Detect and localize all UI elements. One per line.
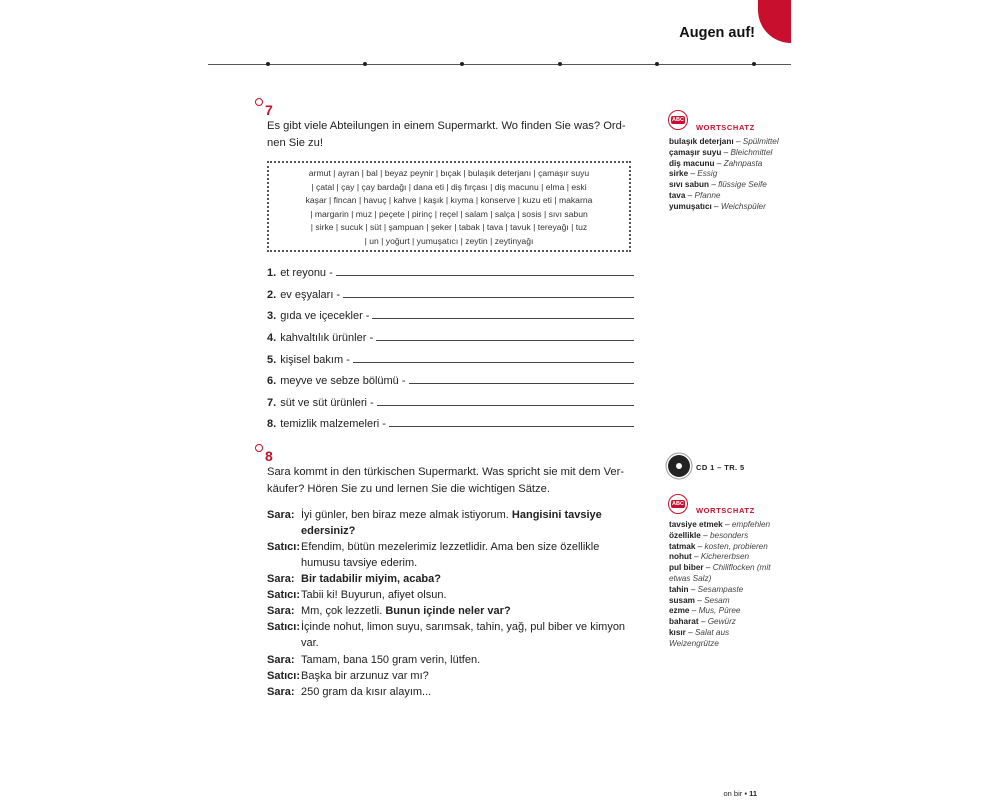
answer-line[interactable] (343, 297, 634, 298)
vocab-translation: Mus, Püree (698, 606, 741, 616)
vocab-translation: Essig (697, 169, 718, 179)
cd-track-label: CD 1 – TR. 5 (696, 463, 745, 472)
abc-badge-text: ABC (672, 117, 684, 123)
vocab-translation: besonders (709, 530, 749, 540)
word-box-line: | margarin | muz | peçete | pirinç | reçel | salam | salça | sosis | sıvı sabun (310, 208, 588, 219)
dialogue-text: Tamam, bana 150 gram verin, lütfen. (301, 654, 481, 666)
vocab-translation: Sesam (704, 595, 730, 605)
fill-item (267, 285, 634, 301)
word-box-line: armut | ayran | bal | beyaz peynir | bıçak | bulaşık deterjanı | çamaşır suyu (308, 168, 590, 178)
exercise-marker-icon (255, 98, 263, 106)
vocab-translation: Zahnpasta (723, 158, 763, 168)
speaker-label: Sara: (267, 686, 295, 698)
answer-line[interactable] (376, 340, 634, 341)
exercise-8-instruction (267, 464, 624, 497)
vocab-entry: yumuşatıcı – Weichspüler (669, 201, 766, 211)
wortschatz-label: WORTSCHATZ (696, 506, 755, 515)
fill-item (267, 263, 634, 279)
dialogue-plain: İyi günler, ben biraz meze almak istiyorum. (301, 509, 512, 521)
vocab-entry: sıvı sabun – flüssige Seife (669, 180, 767, 190)
item-number: 8. (267, 418, 277, 430)
vocab-term: susam (669, 595, 695, 605)
dialogue-line (267, 668, 639, 684)
abc-wortschatz-icon (668, 110, 688, 130)
vocab-translation: Kichererbsen (700, 552, 750, 562)
abc-wortschatz-icon (668, 494, 688, 514)
vocab-translation: Bleichmittel (730, 147, 773, 157)
dialogue-text: Başka bir arzunuz var mı? (301, 670, 429, 682)
vocab-entry: tahin – Sesampaste (669, 584, 744, 594)
answer-line[interactable] (336, 275, 634, 276)
vocab-translation: flüssige Seife (718, 180, 767, 190)
vocab-entry: ezme – Mus, Püree (669, 606, 741, 616)
word-box-line: | un | yoğurt | yumuşatıcı | zeytin | zeytinyağı (364, 235, 534, 246)
dialogue-text: Efendim, bütün mezelerimiz lezzetlidir. Ama ben size özellikle humusu tavsiye ederim. (301, 541, 600, 569)
page-number-word: on bir (723, 789, 743, 798)
speaker-label: Sara: (267, 573, 295, 585)
dialogue-text (301, 571, 639, 587)
vocab-term: tavsiye etmek (669, 520, 723, 529)
vocab-term: sıvı sabun (669, 180, 710, 190)
item-number: 6. (267, 375, 277, 387)
vocab-translation: Chiliflocken (mit etwas Salz) (669, 563, 771, 583)
word-box (267, 161, 631, 252)
vocab-entry: susam – Sesam (669, 595, 730, 605)
header-rule (208, 64, 791, 65)
vocab-translation: Gewürz (707, 617, 736, 627)
speaker-label: Satıcı: (267, 541, 301, 553)
item-number: 3. (267, 310, 277, 322)
dialogue-line (267, 619, 639, 651)
dialogue-line (267, 539, 639, 571)
exercise-7-number: 7 (265, 102, 273, 118)
wortschatz-label: WORTSCHATZ (696, 123, 755, 132)
vocab-entry: tava – Pfanne (669, 190, 721, 200)
vocab-entry: pul biber – Chiliflocken (mit etwas Salz) (669, 563, 771, 583)
vocab-term: tahin (669, 584, 689, 594)
answer-line[interactable] (409, 383, 634, 384)
vocab-entry: tavsiye etmek – empfehlen (669, 520, 771, 529)
dialogue-text: Tabii ki! Buyurun, afiyet olsun. (301, 589, 447, 601)
dialogue-line (267, 507, 639, 539)
vocab-term: tava (669, 190, 686, 200)
cd-icon[interactable] (668, 455, 690, 477)
vocab-translation: Spülmittel (742, 137, 779, 146)
dialogue-text: 250 gram da kısır alayım... (301, 686, 432, 698)
item-label: kişisel bakım - (280, 354, 350, 366)
dialogue-text (301, 507, 639, 539)
vocab-term: ezme (669, 606, 690, 616)
instruction-line: Es gibt viele Abteilungen in einem Supermarkt. Wo finden Sie was? Ord- (267, 120, 626, 132)
instruction-line: nen Sie zu! (267, 136, 323, 149)
speaker-label: Sara: (267, 509, 295, 521)
item-label: gıda ve içecekler - (280, 310, 370, 322)
dialogue-text: İçinde nohut, limon suyu, sarımsak, tahin, yağ, pul biber ve kimyon var. (301, 621, 626, 649)
answer-line[interactable] (372, 318, 634, 319)
instruction-line: käufer? Hören Sie zu und lernen Sie die wichtigen Sätze. (267, 482, 550, 495)
answer-line[interactable] (389, 426, 634, 427)
instruction-line: Sara kommt in den türkischen Supermarkt. Was spricht sie mit dem Ver- (267, 466, 625, 478)
vocab-term: diş macunu (669, 158, 715, 168)
vocab-entry: özellikle – besonders (669, 530, 749, 540)
fill-item (267, 350, 634, 366)
fill-item (267, 306, 634, 322)
abc-badge-text: ABC (672, 501, 684, 507)
dialogue-line (267, 571, 639, 587)
rule-dot (266, 62, 270, 66)
vocab-term: pul biber (669, 563, 704, 573)
vocab-translation: Pfanne (694, 190, 721, 200)
dialogue-line (267, 603, 639, 619)
vocab-term: bulaşık deterjanı (669, 137, 734, 146)
dialogue-plain: Mm, çok lezzetli. (301, 605, 386, 617)
vocab-entry: çamaşır suyu – Bleichmittel (669, 147, 773, 157)
fill-item (267, 393, 634, 409)
vocab-term: çamaşır suyu (669, 147, 722, 157)
exercise-8-number: 8 (265, 448, 273, 464)
dialogue-key-phrase: Bunun içinde neler var? (385, 605, 511, 617)
item-number: 7. (267, 397, 277, 409)
vocab-list (669, 520, 779, 650)
page-footer: on bir ▪ 11 (723, 789, 757, 798)
vocab-list (669, 137, 779, 213)
speaker-label: Satıcı: (267, 670, 301, 682)
rule-dot (752, 62, 756, 66)
exercise-7-instruction (267, 118, 626, 151)
item-label: kahvaltılık ürünler - (280, 332, 374, 344)
vocab-translation: kosten, probieren (704, 541, 768, 551)
word-box-line: kaşar | fincan | havuç | kahve | kaşık | kıyma | konserve | kuzu eti | makarna (305, 195, 593, 205)
vocab-translation: Sesampaste (697, 584, 744, 594)
vocab-term: özellikle (669, 530, 701, 540)
rule-dot (460, 62, 464, 66)
speaker-label: Sara: (267, 654, 295, 666)
item-label: et reyonu - (280, 267, 333, 279)
vocab-term: yumuşatıcı (669, 201, 712, 211)
dialogue-key-phrase: Bir tadabilir miyim, acaba? (301, 573, 441, 585)
fill-item (267, 328, 634, 344)
rule-dot (655, 62, 659, 66)
vocab-translation: Salat aus Weizengrütze (669, 627, 730, 648)
dialogue-key-phrase: Hangisini tavsiye edersiniz? (301, 509, 602, 537)
vocab-term: tatmak (669, 541, 696, 551)
word-box-line: | çatal | çay | çay bardağı | dana eti | diş fırçası | diş macunu | elma | eski (311, 181, 587, 192)
dialogue-line (267, 652, 639, 668)
item-number: 2. (267, 289, 277, 301)
vocab-term: kısır (669, 627, 686, 637)
vocab-entry: baharat – Gewürz (669, 617, 736, 627)
vocab-entry: diş macunu – Zahnpasta (669, 158, 763, 168)
item-number: 4. (267, 332, 277, 344)
item-number: 5. (267, 354, 277, 366)
item-label: temizlik malzemeleri - (280, 418, 386, 430)
vocab-entry: kısır – Salat aus Weizengrütze (669, 627, 730, 648)
exercise-marker-icon (255, 444, 263, 452)
page-header-title: Augen auf! (679, 25, 755, 41)
item-number: 1. (267, 267, 277, 279)
speaker-label: Sara: (267, 605, 295, 617)
rule-dot (558, 62, 562, 66)
vocab-entry: sirke – Essig (669, 169, 718, 179)
dialogue-line (267, 587, 639, 603)
vocab-term: sirke (669, 169, 689, 179)
item-label: süt ve süt ürünleri - (280, 397, 374, 409)
rule-dot (363, 62, 367, 66)
speaker-label: Satıcı: (267, 621, 301, 633)
fill-item (267, 414, 634, 430)
answer-line[interactable] (353, 362, 634, 363)
vocab-translation: empfehlen (731, 520, 771, 529)
vocab-entry: nohut – Kichererbsen (669, 552, 750, 562)
dialogue-text (301, 603, 639, 619)
page-number: 11 (749, 789, 757, 798)
vocab-term: baharat (669, 617, 699, 627)
dialogue-line (267, 684, 639, 700)
vocab-translation: Weichspüler (720, 201, 766, 211)
vocab-entry: tatmak – kosten, probieren (669, 541, 768, 551)
word-box-line: | sirke | sucuk | süt | şampuan | şeker | tabak | tava | tavuk | tereyağı | tuz (310, 222, 588, 232)
fill-item (267, 371, 634, 387)
answer-line[interactable] (377, 405, 634, 406)
vocab-entry: bulaşık deterjanı – Spülmittel (669, 137, 779, 146)
item-label: meyve ve sebze bölümü - (280, 375, 406, 387)
header-red-tab (758, 0, 791, 43)
speaker-label: Satıcı: (267, 589, 301, 601)
vocab-term: nohut (669, 552, 692, 562)
item-label: ev eşyaları - (280, 289, 341, 301)
